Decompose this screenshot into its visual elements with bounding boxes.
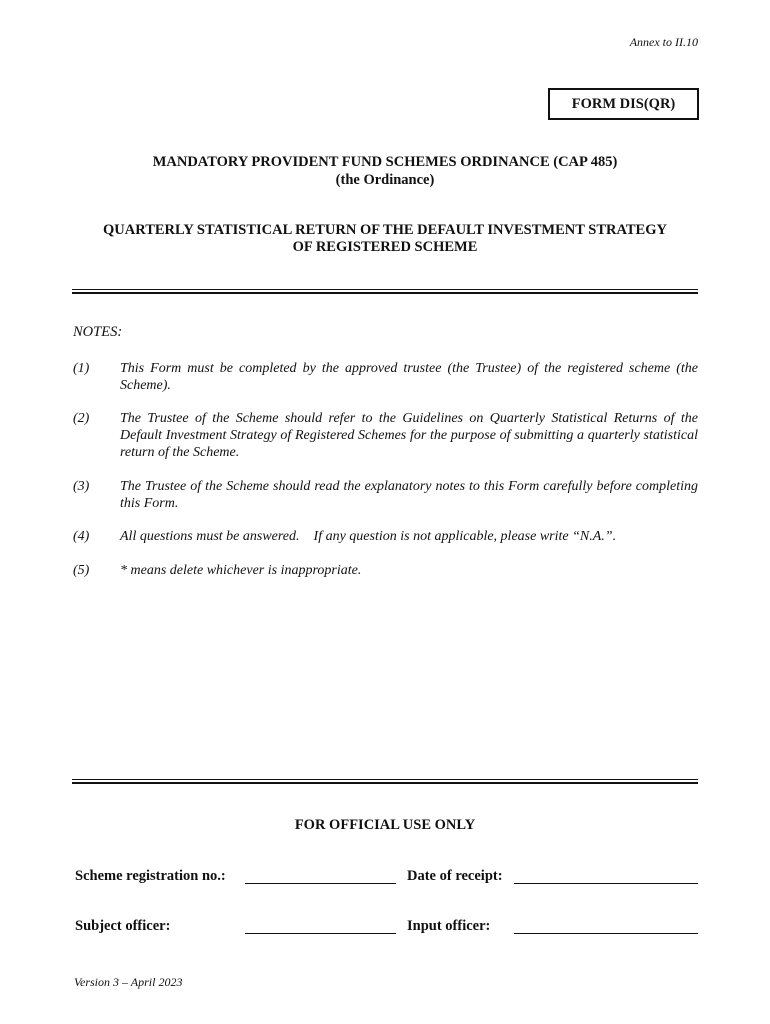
note-item xyxy=(73,478,698,512)
bottom-divider xyxy=(72,779,698,784)
note-item xyxy=(73,528,698,545)
note-item xyxy=(73,562,698,579)
ordinance-title: MANDATORY PROVIDENT FUND SCHEMES ORDINANCE (CAP 485) xyxy=(152,154,618,170)
top-divider xyxy=(72,289,698,294)
notes-heading: NOTES: xyxy=(73,324,123,340)
note-number: (4) xyxy=(73,529,90,544)
form-code-box xyxy=(548,88,699,120)
note-text: * means delete whichever is inappropriate. xyxy=(120,563,362,578)
subject-officer-label: Subject officer: xyxy=(75,918,171,934)
return-title-line-1: QUARTERLY STATISTICAL RETURN OF THE DEFAULT INVESTMENT STRATEGY xyxy=(103,222,667,238)
date-of-receipt-field[interactable] xyxy=(514,883,698,884)
ordinance-subtitle: (the Ordinance) xyxy=(335,172,435,188)
note-text: The Trustee of the Scheme should read the explanatory notes to this Form carefully before completing this Form. xyxy=(120,479,698,511)
note-item xyxy=(73,410,698,461)
scheme-registration-field[interactable] xyxy=(245,883,396,884)
input-officer-field[interactable] xyxy=(514,933,698,934)
note-number: (1) xyxy=(73,361,90,376)
note-text: All questions must be answered. If any question is not applicable, please write “N.A.”. xyxy=(120,529,617,544)
scheme-registration-label: Scheme registration no.: xyxy=(75,868,226,884)
note-text: The Trustee of the Scheme should refer to the Guidelines on Quarterly Statistical Returns of the Default Investment Strategy of Registered Schemes for the purpose of submitting a quarterly statistical return of the Scheme. xyxy=(120,411,698,460)
note-item xyxy=(73,360,698,394)
note-number: (2) xyxy=(73,411,90,426)
note-text: This Form must be completed by the approved trustee (the Trustee) of the registered scheme (the Scheme). xyxy=(120,361,698,393)
subject-officer-field[interactable] xyxy=(245,933,396,934)
note-number: (3) xyxy=(73,479,90,494)
date-of-receipt-label: Date of receipt: xyxy=(407,868,503,884)
official-use-heading: FOR OFFICIAL USE ONLY xyxy=(294,817,476,833)
return-title-line-2: OF REGISTERED SCHEME xyxy=(292,239,478,255)
note-number: (5) xyxy=(73,563,90,578)
annex-reference: Annex to II.10 xyxy=(629,35,698,49)
form-code: FORM DIS(QR) xyxy=(571,95,676,112)
input-officer-label: Input officer: xyxy=(407,918,491,934)
version-footer: Version 3 – April 2023 xyxy=(74,975,183,989)
